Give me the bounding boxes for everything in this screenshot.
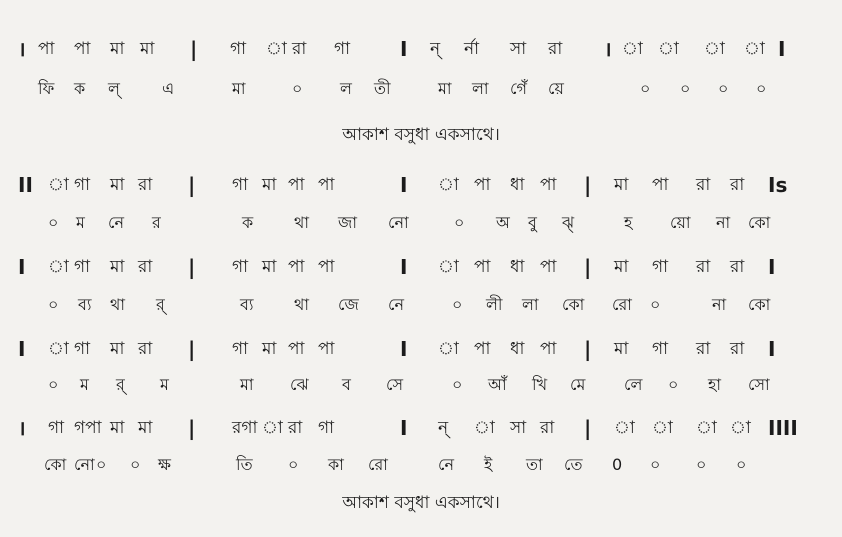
lyric-syllable: লে	[624, 375, 643, 394]
note-token: গা	[652, 257, 669, 277]
lyric-syllable: 0	[612, 455, 623, 474]
lyric-syllable: ০	[452, 375, 463, 394]
note-token: া	[48, 257, 69, 277]
lyric-row	[0, 370, 842, 400]
bar-separator: I	[18, 255, 26, 279]
lyric-syllable: এ	[162, 79, 175, 98]
note-token: রগা	[232, 418, 258, 438]
note-token: সা	[510, 418, 527, 438]
lyric-syllable: গেঁ	[510, 79, 527, 98]
note-token: মা	[614, 257, 629, 277]
lyric-syllable: ০	[454, 213, 465, 232]
lyric-syllable: রো	[612, 295, 632, 314]
note-token: মা	[614, 175, 629, 195]
note-token: া	[438, 339, 459, 359]
note-token: া	[744, 39, 765, 59]
note-token: পা	[474, 175, 491, 195]
bar-separator: I	[18, 337, 26, 361]
note-token: া	[614, 418, 635, 438]
lyric-syllable: তি	[236, 455, 253, 474]
note-token: া	[696, 418, 717, 438]
note-token: মা	[110, 339, 125, 359]
note-token: পা	[288, 339, 305, 359]
note-token: া	[48, 175, 69, 195]
lyric-syllable: ০	[96, 455, 107, 474]
note-token: মা	[110, 418, 125, 438]
lyric-syllable: ঝ্	[562, 213, 575, 232]
note-token: পা	[540, 257, 557, 277]
lyric-syllable: না	[716, 213, 731, 232]
lyric-syllable: ক্ষ	[158, 455, 171, 474]
lyric-syllable: ক	[242, 213, 254, 232]
bar-separator: |	[188, 337, 196, 361]
note-token: রা	[730, 257, 745, 277]
bar-separator: Is	[768, 173, 788, 197]
bar-separator: |	[188, 416, 196, 440]
lyric-syllable: থা	[110, 295, 126, 314]
note-token: া	[262, 418, 283, 438]
notation-row	[0, 252, 842, 282]
bar-separator: I	[400, 37, 408, 61]
lyric-syllable: কো	[748, 213, 771, 232]
note-token: া	[266, 39, 287, 59]
note-token: রা	[540, 418, 555, 438]
note-token: পা	[74, 39, 91, 59]
note-token: া	[652, 418, 673, 438]
lyric-syllable: ০	[48, 213, 59, 232]
lyric-syllable: লা	[522, 295, 539, 314]
lyric-syllable: রো	[368, 455, 388, 474]
bar-separator: I	[768, 337, 776, 361]
bar-separator: |	[584, 255, 592, 279]
lyric-syllable: মে	[570, 375, 586, 394]
bar-separator: |	[190, 37, 198, 61]
note-token: মা	[138, 418, 153, 438]
lyric-row	[0, 450, 842, 480]
note-token: া	[730, 418, 751, 438]
note-token: মা	[110, 39, 125, 59]
note-token: মা	[262, 339, 277, 359]
lyric-syllable: আঁ	[488, 375, 507, 394]
lyric-syllable: কো	[44, 455, 67, 474]
lyric-syllable: হা	[708, 375, 722, 394]
lyric-syllable: লী	[486, 295, 503, 314]
lyric-syllable: ব্য	[240, 295, 254, 314]
lyric-syllable: নে	[438, 455, 455, 474]
lyric-syllable: নে	[388, 295, 405, 314]
lyric-syllable: কো	[748, 295, 771, 314]
note-token: সা	[510, 39, 527, 59]
lyric-syllable: য়ে	[548, 79, 564, 98]
lyric-syllable: না	[712, 295, 727, 314]
lyric-syllable: অ	[496, 213, 510, 232]
note-token: গা	[318, 418, 335, 438]
note-token: রা	[288, 418, 303, 438]
lyric-syllable: কো	[562, 295, 585, 314]
lyric-syllable: বু	[528, 213, 537, 232]
bar-separator: I	[400, 416, 408, 440]
lyric-syllable: খি	[532, 375, 548, 394]
note-token: গা	[48, 418, 65, 438]
note-token: ধা	[510, 175, 525, 195]
note-token: পা	[288, 257, 305, 277]
note-token: ন্	[430, 39, 441, 59]
lyric-row	[0, 74, 842, 104]
note-token: রা	[730, 339, 745, 359]
lyric-syllable: ০	[288, 455, 299, 474]
note-token: রা	[138, 339, 153, 359]
note-token: রা	[730, 175, 745, 195]
lyric-syllable: র্	[116, 375, 125, 394]
lyric-syllable: য়ো	[670, 213, 691, 232]
lyric-syllable: নে	[108, 213, 125, 232]
lyric-syllable: ই	[484, 455, 493, 474]
note-token: রা	[696, 339, 711, 359]
lyric-syllable: ম	[80, 375, 89, 394]
lyric-syllable: তে	[564, 455, 583, 474]
note-token: গা	[334, 39, 351, 59]
notation-row	[0, 413, 842, 443]
lyric-syllable: ঝে	[290, 375, 309, 394]
note-token: রা	[696, 257, 711, 277]
lyric-syllable: ০	[452, 295, 463, 314]
note-token: া	[438, 257, 459, 277]
note-token: া	[704, 39, 725, 59]
notation-row	[0, 34, 842, 64]
lyric-syllable: ০	[48, 375, 59, 394]
lyric-syllable: হ	[624, 213, 633, 232]
lyric-syllable: নো	[74, 455, 95, 474]
note-token: পা	[540, 339, 557, 359]
note-token: গা	[74, 257, 91, 277]
note-token: ধা	[510, 339, 525, 359]
bar-separator: |	[188, 173, 196, 197]
lyric-syllable: ০	[756, 79, 767, 98]
lyric-syllable: ০	[650, 295, 661, 314]
note-token: পা	[540, 175, 557, 195]
note-token: রা	[696, 175, 711, 195]
note-token: া	[622, 39, 643, 59]
bar-separator: I	[400, 337, 408, 361]
note-token: গা	[232, 175, 249, 195]
note-token: ধা	[510, 257, 525, 277]
lyric-syllable: ক	[74, 79, 86, 98]
lyric-syllable: ল্	[108, 79, 120, 98]
notation-row	[0, 170, 842, 200]
note-token: মা	[110, 175, 125, 195]
note-token: পা	[474, 257, 491, 277]
note-token: মা	[614, 339, 629, 359]
bar-separator: |	[188, 255, 196, 279]
lyric-syllable: থা	[294, 295, 310, 314]
note-token: গা	[74, 339, 91, 359]
lyric-syllable: সে	[386, 375, 404, 394]
note-token: রা	[138, 175, 153, 195]
note-token: া	[658, 39, 679, 59]
lyric-syllable: জা	[338, 213, 357, 232]
refrain-line: আকাশ বসুধা একসাথে।	[342, 125, 500, 145]
refrain-line: আকাশ বসুধা একসাথে।	[342, 493, 500, 513]
bar-separator: II	[18, 173, 33, 197]
lyric-row	[0, 290, 842, 320]
bar-separator: ।	[18, 416, 26, 440]
lyric-syllable: ০	[640, 79, 651, 98]
lyric-syllable: ম	[160, 375, 169, 394]
lyric-syllable: নো	[388, 213, 409, 232]
note-token: পা	[318, 257, 335, 277]
note-token: গা	[74, 175, 91, 195]
lyric-syllable: ০	[650, 455, 661, 474]
lyric-syllable: ম	[76, 213, 85, 232]
lyric-syllable: ০	[130, 455, 141, 474]
bar-separator: |	[584, 416, 592, 440]
lyric-syllable: তী	[374, 79, 391, 98]
note-token: া	[48, 339, 69, 359]
bar-separator: I	[400, 255, 408, 279]
lyric-syllable: ল	[340, 79, 352, 98]
lyric-syllable: ০	[736, 455, 747, 474]
lyric-syllable: লা	[472, 79, 489, 98]
lyric-syllable: মা	[232, 79, 246, 98]
note-token: গা	[652, 339, 669, 359]
note-token: পা	[318, 175, 335, 195]
lyric-syllable: র	[152, 213, 161, 232]
note-token: রা	[138, 257, 153, 277]
note-token: গা	[230, 39, 247, 59]
lyric-syllable: তা	[526, 455, 543, 474]
note-token: গা	[232, 339, 249, 359]
lyric-syllable: সো	[748, 375, 770, 394]
lyric-syllable: ০	[718, 79, 729, 98]
lyric-row	[0, 208, 842, 238]
bar-separator: I	[400, 173, 408, 197]
bar-separator: I	[768, 255, 776, 279]
note-token: র্না	[464, 39, 480, 59]
lyric-syllable: ফি	[38, 79, 55, 98]
bar-separator: ।	[604, 37, 612, 61]
note-token: রা	[292, 39, 307, 59]
note-token: মা	[262, 175, 277, 195]
lyric-syllable: ০	[696, 455, 707, 474]
lyric-syllable: কা	[328, 455, 344, 474]
note-token: মা	[110, 257, 125, 277]
lyric-syllable: মা	[240, 375, 254, 394]
lyric-syllable: ব্য	[78, 295, 92, 314]
bar-separator: ।	[18, 37, 26, 61]
note-token: মা	[140, 39, 155, 59]
note-token: পা	[474, 339, 491, 359]
lyric-syllable: জে	[338, 295, 359, 314]
bar-separator: I	[778, 37, 786, 61]
note-token: মা	[262, 257, 277, 277]
lyric-syllable: ০	[292, 79, 303, 98]
lyric-syllable: থা	[294, 213, 310, 232]
note-token: পা	[288, 175, 305, 195]
lyric-syllable: ০	[48, 295, 59, 314]
note-token: গা	[232, 257, 249, 277]
lyric-syllable: র্	[156, 295, 165, 314]
bar-separator: |	[584, 173, 592, 197]
lyric-syllable: ০	[680, 79, 691, 98]
lyric-syllable: ০	[668, 375, 679, 394]
note-token: পা	[318, 339, 335, 359]
lyric-syllable: মা	[438, 79, 452, 98]
note-token: পা	[38, 39, 55, 59]
note-token: া	[438, 175, 459, 195]
lyric-syllable: ব	[342, 375, 351, 394]
bar-separator: IIII	[768, 416, 798, 440]
notation-row	[0, 334, 842, 364]
bar-separator: |	[584, 337, 592, 361]
note-token: পা	[652, 175, 669, 195]
note-token: গপা	[74, 418, 102, 438]
note-token: ন্	[438, 418, 449, 438]
note-token: রা	[548, 39, 563, 59]
note-token: া	[474, 418, 495, 438]
